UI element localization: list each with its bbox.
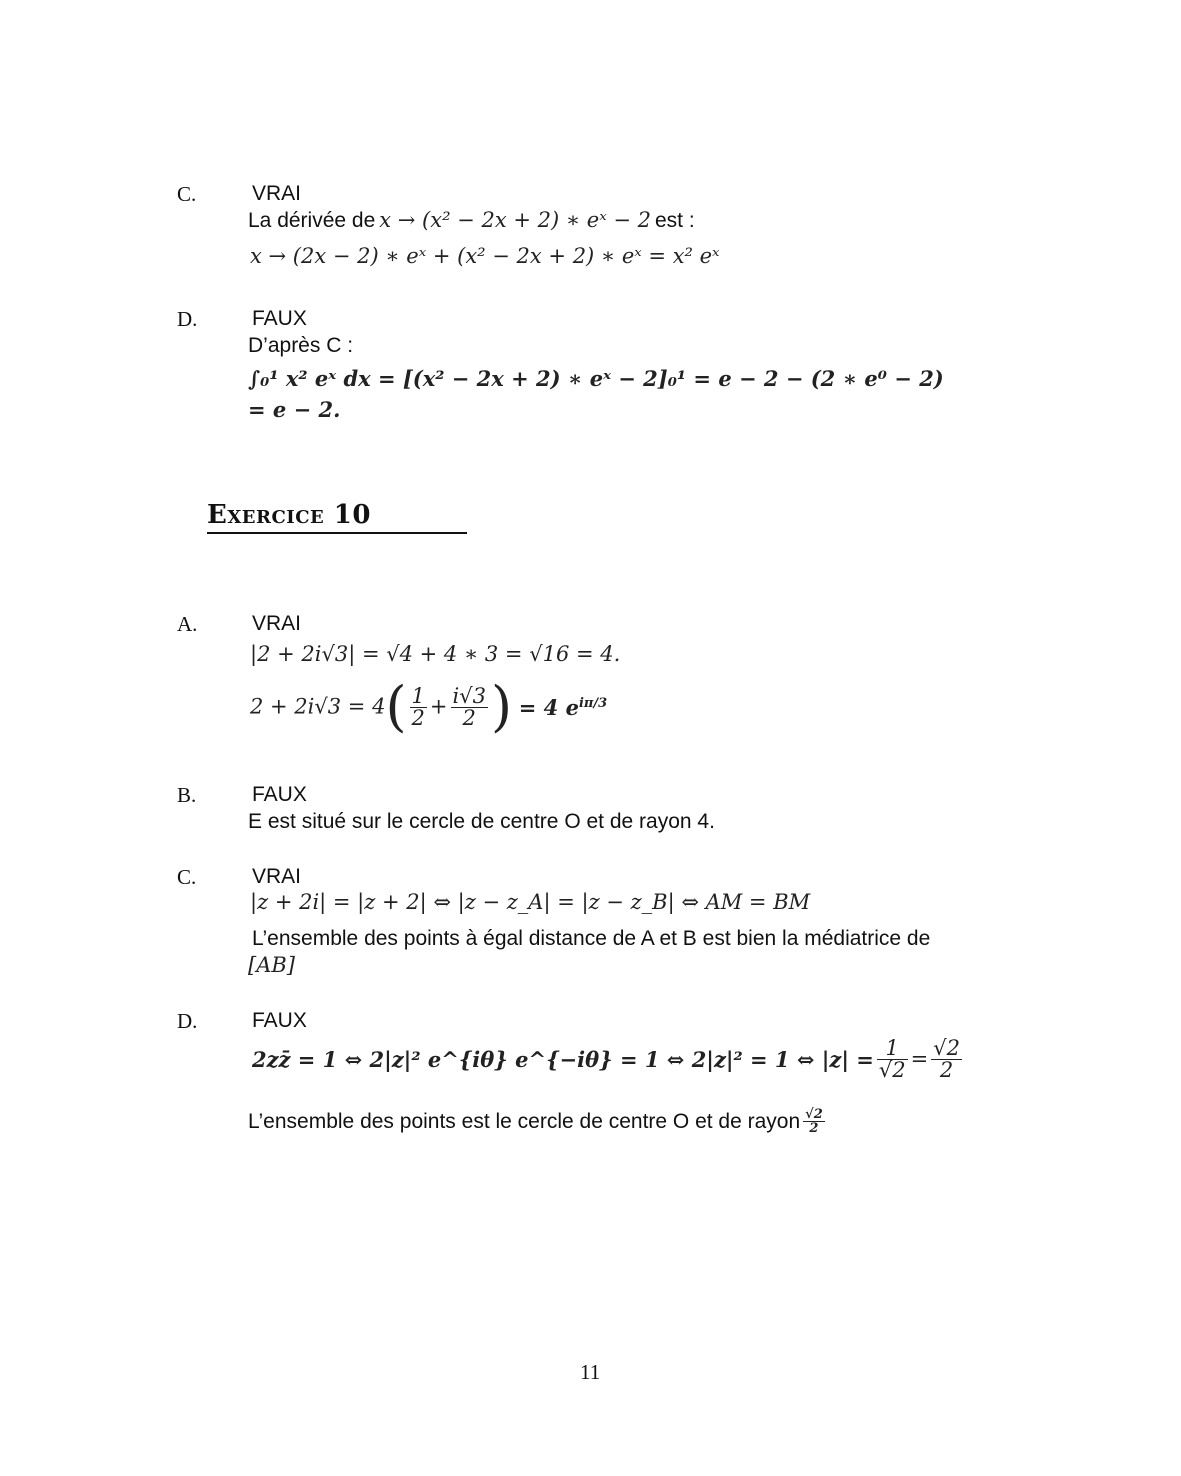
explanation-text: E est situé sur le cercle de centre O et de rayon 4. — [248, 810, 715, 833]
frac-numerator: √2 — [805, 1107, 823, 1122]
eq-right: = 4 e — [518, 694, 579, 720]
modulus-expression: |2 + 2i√3| = √4 + 4 ∗ 3 = √16 = 4. — [250, 642, 621, 666]
intro-end-text: est : — [654, 209, 695, 232]
frac-numerator: √2 — [933, 1036, 960, 1060]
explanation-text: L’ensemble des points à égal distance de A et B est bien la médiatrice de — [252, 927, 931, 950]
conclusion-text: L’ensemble des points est le cercle de centre O et de rayon — [248, 1110, 801, 1133]
frac-denominator: 2 — [411, 705, 425, 730]
radius-fraction — [803, 1108, 825, 1135]
fraction-i-root3 — [451, 683, 488, 730]
left-paren: ( — [385, 675, 407, 738]
frac-denominator: 2 — [939, 1058, 954, 1082]
exponent: iπ/3 — [578, 695, 608, 711]
integral-expression: ∫₀¹ x² eˣ dx = [(x² − 2x + 2) ∗ eˣ − 2]₀¹ = e − 2 − (2 ∗ e⁰ − 2) — [248, 366, 944, 391]
intro-text: D’après C : — [248, 334, 354, 357]
verdict-label: FAUX — [252, 1009, 307, 1032]
frac-numerator: 1 — [877, 1038, 908, 1060]
plus-sign: + — [429, 694, 448, 719]
equals-sign: = — [910, 1047, 929, 1071]
intro-text: La dérivée de — [248, 209, 376, 232]
verdict-label: FAUX — [252, 783, 307, 806]
derivative-intro-line — [248, 208, 695, 233]
integral-result: = e − 2. — [248, 397, 341, 422]
item-letter: D. — [177, 1009, 198, 1033]
verdict-label: VRAI — [252, 865, 302, 888]
title-underline — [207, 532, 467, 534]
derivative-expression: x → (2x − 2) ∗ eˣ + (x² − 2x + 2) ∗ eˣ = x² eˣ — [250, 244, 720, 268]
equivalence-expression: |z + 2i| = |z + 2| ⇔ |z − z_A| = |z − z_B| ⇔ AM = BM — [250, 890, 811, 914]
item-letter: D. — [177, 307, 198, 331]
verdict-label: FAUX — [252, 307, 307, 330]
conclusion-line — [248, 1108, 828, 1135]
frac-denominator: 2 — [462, 705, 476, 730]
fraction-one-over-root2 — [877, 1038, 908, 1081]
page-number: 11 — [580, 1360, 601, 1384]
frac-numerator: i√3 — [452, 683, 486, 708]
frac-denominator: 2 — [809, 1121, 819, 1136]
fraction-root2-over-2 — [931, 1038, 962, 1081]
item-letter: C. — [177, 865, 197, 889]
exponential-form-expression — [250, 675, 608, 738]
frac-denominator: √2 — [878, 1058, 906, 1082]
function-expression: x → (x² − 2x + 2) ∗ eˣ − 2 — [379, 208, 651, 232]
equation-text: 2zz̄ = 1 ⇔ 2|z|² e^{iθ} e^{−iθ} = 1 ⇔ 2|z|² = 1 ⇔ |z| = — [252, 1047, 874, 1072]
modulus-equation — [252, 1038, 965, 1081]
frac-numerator: 1 — [411, 683, 425, 708]
verdict-label: VRAI — [252, 612, 302, 635]
exercise-title: Exercice 10 — [207, 500, 371, 530]
right-paren: ) — [490, 675, 513, 738]
fraction-half — [410, 683, 427, 730]
item-letter: B. — [177, 783, 197, 807]
item-letter: C. — [177, 182, 197, 206]
segment-ab: [AB] — [248, 953, 295, 977]
item-letter: A. — [177, 612, 198, 636]
eq-left: 2 + 2i√3 = 4 — [250, 694, 386, 719]
verdict-label: VRAI — [252, 182, 302, 205]
